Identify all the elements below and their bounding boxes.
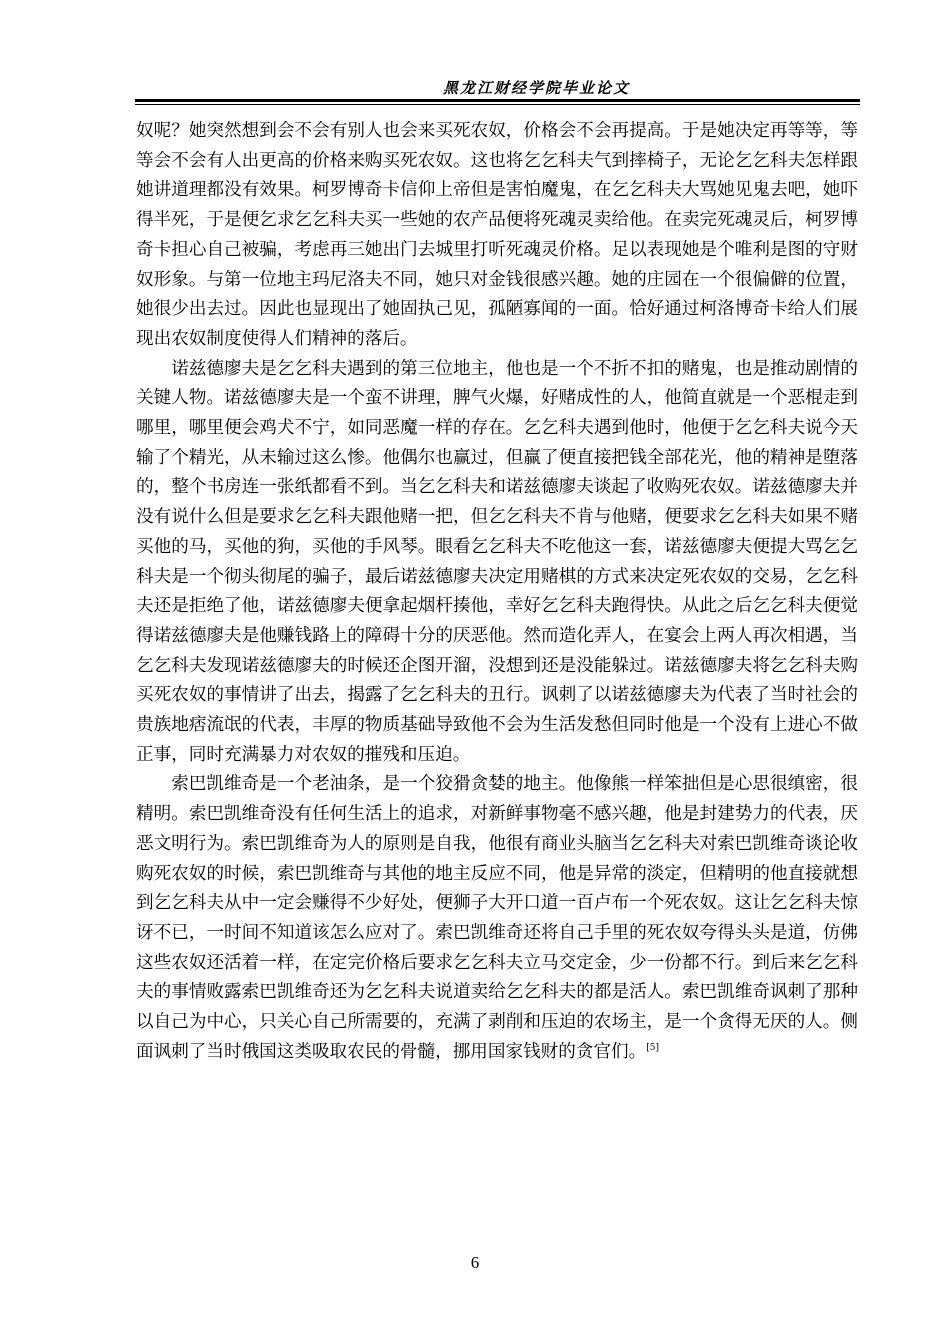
paragraph-2 — [136, 355, 858, 771]
header-title: 黑龙江财经学院毕业论文 — [442, 79, 630, 97]
paragraph-1 — [136, 117, 858, 355]
paragraph-3 — [136, 770, 858, 1067]
paragraph-3-text: 索巴凯维奇是一个老油条，是一个狡猾贪婪的地主。他像熊一样笨拙但是心思很缜密，很精明。索巴凯维奇没有任何生活上的追求，对新鲜事物毫不感兴趣，他是封建势力的代表，厌恶文明行为。索巴凯维奇为人的原则是自我，他很有商业头脑当乞乞科夫对索巴凯维奇谈论收购死农奴的时候，索巴凯维奇与其他的地主反应不同，他是异常的淡定，但精明的他直接就想到乞乞科夫从中一定会赚得不少好处，便狮子大开口道一百卢布一个死农奴。这让乞乞科夫惊讶不已，一时间不知道该怎么应对了。索巴凯维奇还将自己手里的死农奴夸得头头是道，仿佛这些农奴还活着一样，在定完价格后要求乞乞科夫立马交定金，少一份都不行。到后来乞乞科夫的事情败露索巴凯维奇还为乞乞科夫说道卖给乞乞科夫的都是活人。索巴凯维奇讽刺了那种以自己为中心，只关心自己所需要的，充满了剥削和压迫的农场主，是一个贪得无厌的人。侧面讽刺了当时俄国这类吸取农民的骨髓，挪用国家钱财的贪官们。 — [136, 774, 858, 1062]
page-number: 6 — [470, 1253, 480, 1272]
body-text — [136, 117, 858, 1068]
citation-marker: [5] — [646, 1042, 659, 1053]
paragraph-2-text: 诺兹德廖夫是乞乞科夫遇到的第三位地主，他也是一个不折不扣的赌鬼，也是推动剧情的关键人物。诺兹德廖夫是一个蛮不讲理，脾气火爆，好赌成性的人，他简直就是一个恶棍走到哪里，哪里便会鸡犬不宁，如同恶魔一样的存在。乞乞科夫遇到他时，他便于乞乞科夫说今天输了个精光，从未输过这么惨。他偶尔也赢过，但赢了便直接把钱全部花光，他的精神是堕落的，整个书房连一张纸都看不到。当乞乞科夫和诺兹德廖夫谈起了收购死农奴。诺兹德廖夫并没有说什么但是要求乞乞科夫跟他赌一把，但乞乞科夫不肯与他赌，便要求乞乞科夫如果不赌买他的马，买他的狗，买他的手风琴。眼看乞乞科夫不吃他这一套，诺兹德廖夫便提大骂乞乞科夫是一个彻头彻尾的骗子，最后诺兹德廖夫决定用赌棋的方式来决定死农奴的交易，乞乞科夫还是拒绝了他，诺兹德廖夫便拿起烟杆揍他，幸好乞乞科夫跑得快。从此之后乞乞科夫便觉得诺兹德廖夫是他赚钱路上的障碍十分的厌恶他。然而造化弄人，在宴会上两人再次相遇，当乞乞科夫发现诺兹德廖夫的时候还企图开溜，没想到还是没能躲过。诺兹德廖夫将乞乞科夫购买死农奴的事情讲了出去，揭露了乞乞科夫的丑行。讽刺了以诺兹德廖夫为代表了当时社会的贵族地痞流氓的代表，丰厚的物质基础导致他不会为生活发愁但同时他是一个没有上进心不做正事，同时充满暴力对农奴的摧残和压迫。 — [136, 358, 858, 765]
header-rule-thick — [135, 99, 860, 102]
header-rule-thin — [135, 104, 860, 105]
paragraph-1-text: 奴呢？她突然想到会不会有别人也会来买死农奴，价格会不会再提高。于是她决定再等等，等等会不会有人出更高的价格来购买死农奴。这也将乞乞科夫气到摔椅子，无论乞乞科夫怎样跟她讲道理都没有效果。柯罗博奇卡信仰上帝但是害怕魔鬼，在乞乞科夫大骂她见鬼去吧，她吓得半死，于是便乞求乞乞科夫买一些她的农产品便将死魂灵卖给他。在卖完死魂灵后，柯罗博奇卡担心自己被骗，考虑再三她出门去城里打听死魂灵价格。足以表现她是个唯利是图的守财奴形象。与第一位地主玛尼洛夫不同，她只对金钱很感兴趣。她的庄园在一个很偏僻的位置，她很少出去过。因此也显现出了她固执己见，孤陋寡闻的一面。恰好通过柯洛博奇卡给人们展现出农奴制度使得人们精神的落后。 — [136, 121, 858, 349]
